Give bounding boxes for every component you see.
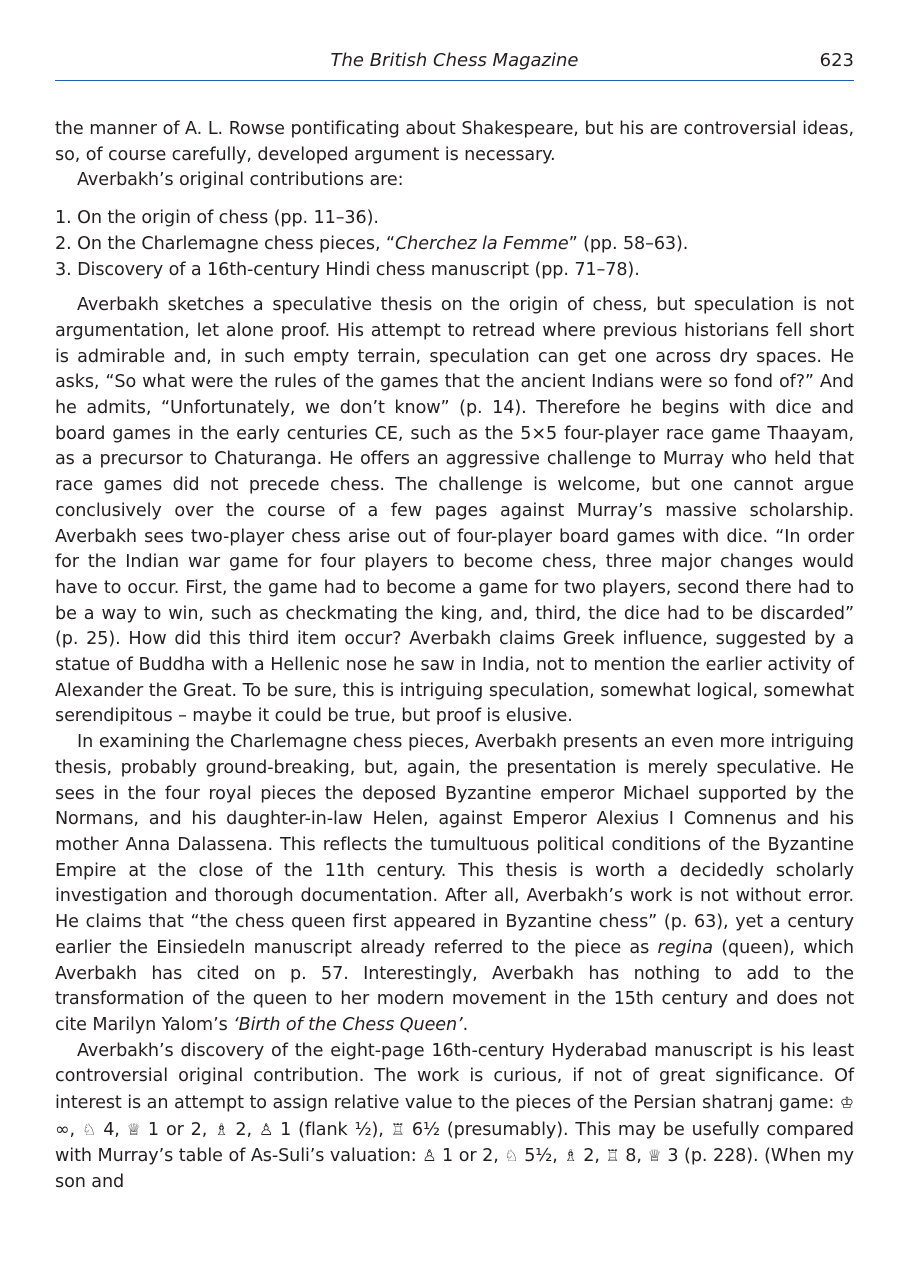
paragraph-5-text: 1 (flank ½),	[273, 1119, 391, 1140]
page-header	[55, 47, 854, 77]
paragraph-4-emphasis: ‘Birth of the Chess Queen’	[233, 1014, 463, 1035]
paragraph-5-text: 3 (p. 228). (When my son and	[55, 1146, 854, 1193]
knight-icon: ♘	[504, 1146, 519, 1166]
paragraph-4-text: (queen), which Averbakh has cited on p. 57. Interestingly, Averbakh has nothing to add to the transformation of the queen to her modern movement in the 15th century and does not cite Marilyn Yalom’s	[55, 937, 854, 1035]
paragraph-5-text: 8,	[619, 1146, 648, 1167]
article-body	[55, 117, 854, 1196]
paragraph-4-text: .	[462, 1014, 469, 1035]
paragraph-5	[55, 1039, 854, 1196]
list-item-emphasis: Cherchez la Femme	[394, 233, 569, 254]
list-item-text: 2. On the Charlemagne chess pieces, “	[55, 233, 395, 254]
paragraph-3: Averbakh sketches a speculative thesis on the origin of chess, but speculation is not argumentation, let alone proof. His attempt to retread where previous historians fell short is admirable and, in such empty terrain, speculation can get one across dry spaces. He asks, “So what were the rules of the games that the ancient Indians were so fond of?” And he admits, “Unfortunately, we don’t know” (p. 14). Therefore he begins with dice and board games in the early centuries CE, such as the 5×5 four-player race game Thaayam, as a precursor to Chaturanga. He offers an aggressive challenge to Murray who held that race games did not precede chess. The challenge is welcome, but one cannot argue conclusively over the course of a few pages against Murray’s massive scholarship. Averbakh sees two-player chess arise out of four-player board games with dice. “In order for the Indian war game for four players to become chess, three major changes would have to occur. First, the game had to become a game for two players, second there had to be a way to win, such as checkmating the king, and, third, the dice had to be discarded” (p. 25). How did this third item occur? Averbakh claims Greek influence, suggested by a statue of Buddha with a Hellenic nose he saw in India, not to mention the earlier activity of Alexander the Great. To be sure, this is intriguing speculation, somewhat logical, somewhat serendipitous – maybe it could be true, but proof is elusive.	[55, 295, 854, 727]
running-title: The British Chess Magazine	[330, 50, 579, 71]
pawn-icon: ♙	[258, 1119, 274, 1139]
paragraph-5-text: 1 or 2,	[140, 1119, 215, 1140]
rook-icon: ♖	[390, 1119, 405, 1139]
header-rule	[55, 80, 854, 81]
bishop-icon: ♗	[214, 1119, 229, 1139]
page-number: 623	[819, 50, 854, 71]
queen-icon: ♕	[126, 1119, 141, 1139]
bishop-icon: ♗	[563, 1146, 578, 1166]
list-item-text: ” (pp. 58–63).	[568, 233, 689, 254]
paragraph-5-text: ∞,	[55, 1119, 82, 1140]
list-item	[55, 232, 854, 258]
list-item: 3. Discovery of a 16th-century Hindi chess manuscript (pp. 71–78).	[55, 259, 640, 280]
contributions-list	[55, 206, 854, 283]
paragraph-5-text: 5½,	[518, 1146, 564, 1167]
knight-icon: ♘	[82, 1119, 97, 1139]
pawn-icon: ♙	[422, 1146, 437, 1166]
rook-icon: ♖	[605, 1146, 620, 1166]
paragraph-5-text: 2,	[577, 1146, 606, 1167]
paragraph-4-emphasis: regina	[657, 937, 713, 958]
queen-icon: ♕	[647, 1146, 662, 1166]
paragraph-1: the manner of A. L. Rowse pontificating about Shakespeare, but his are controversial ideas, so, of course carefully, developed argument is necessary.	[55, 119, 854, 165]
paragraph-5-text: 2,	[228, 1119, 259, 1140]
paragraph-4	[55, 730, 854, 1038]
list-item: 1. On the origin of chess (pp. 11–36).	[55, 208, 379, 229]
paragraph-5-text: 1 or 2,	[436, 1146, 505, 1167]
paragraph-4-text: In examining the Charlemagne chess pieces, Averbakh presents an even more intriguing thesis, probably ground-breaking, but, again, the presentation is merely speculative. He sees in the four royal pieces the deposed Byzantine emperor Michael supported by the Normans, and his daughter-in-law Helen, against Emperor Alexius I Comnenus and his mother Anna Dalassena. This reflects the tumultuous political conditions of the Byzantine Empire at the close of the 11th century. This thesis is worth a decidedly scholarly investigation and thorough documentation. After all, Averbakh’s work is not without error. He claims that “the chess queen first appeared in Byzantine chess” (p. 63), yet a century earlier the Einsiedeln manuscript already referred to the piece as	[55, 732, 854, 958]
paragraph-2: Averbakh’s original contributions are:	[77, 170, 404, 191]
paragraph-5-text: Averbakh’s discovery of the eight-page 16th-century Hyderabad manuscript is his least controversial original contribution. The work is curious, if not of great significance. Of interest is an attempt to assign relative value to the pieces of the Persian shatranj game:	[55, 1040, 854, 1114]
paragraph-5-text: 6½ (presumably). This may be usefully compared with Murray’s table of As-Suli’s valuation:	[55, 1119, 854, 1167]
king-icon: ♔	[839, 1093, 854, 1113]
paragraph-5-text: 4,	[96, 1119, 127, 1140]
